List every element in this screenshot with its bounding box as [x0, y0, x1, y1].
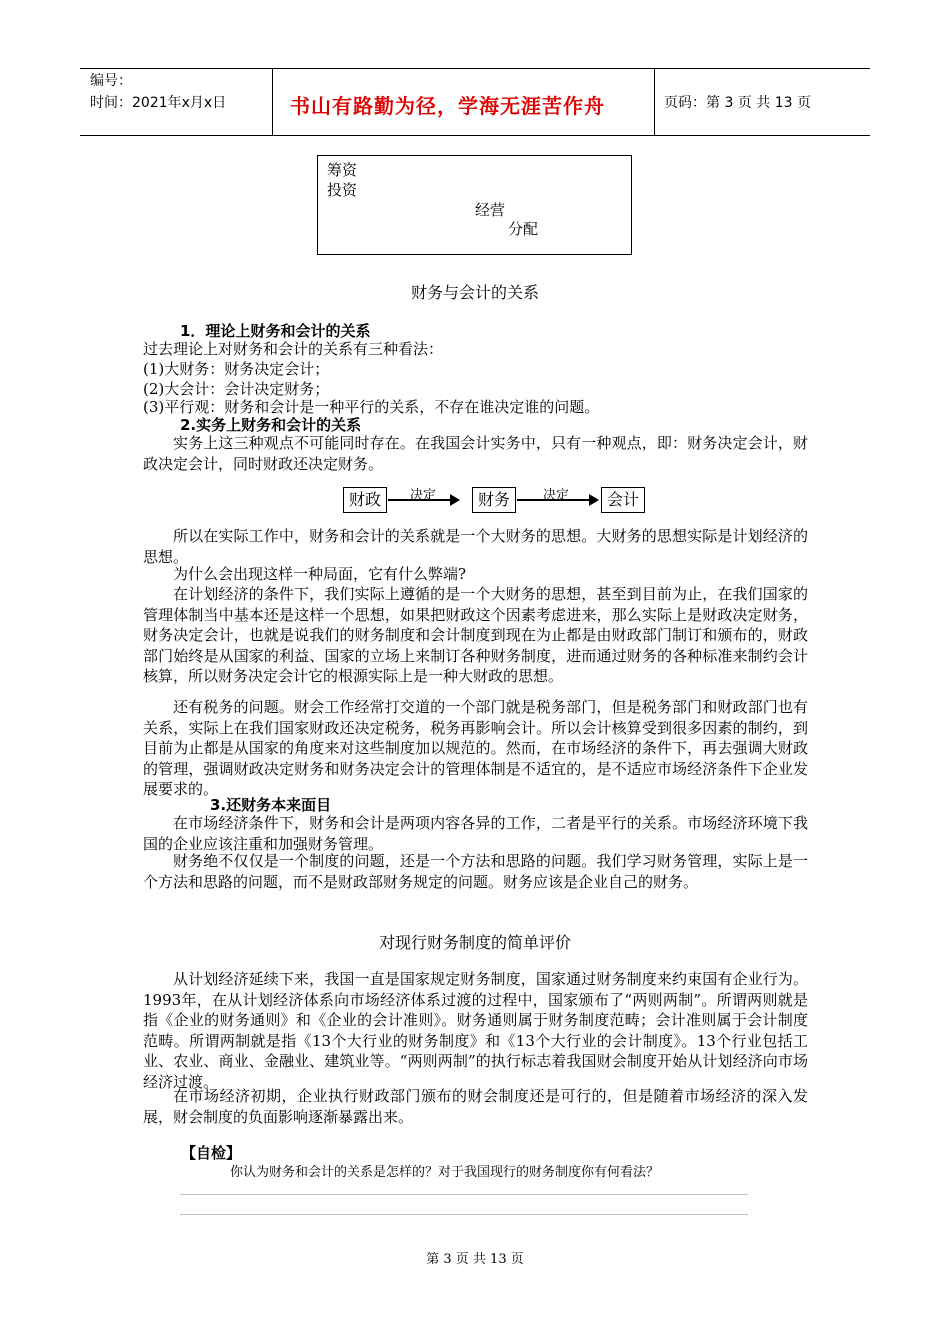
header-divider	[654, 68, 655, 135]
funding-activities-box	[317, 155, 632, 255]
page-footer: 第 3 页 共 13 页	[426, 1252, 524, 1267]
answer-line	[180, 1194, 748, 1195]
flow-box-accounting: 会计	[601, 487, 645, 513]
header-top-rule	[80, 68, 870, 69]
answer-line	[180, 1214, 748, 1215]
box-item: 投资	[327, 181, 358, 199]
header-divider	[272, 68, 273, 135]
box-item: 经营	[475, 201, 506, 219]
section-title: 财务与会计的关系	[410, 283, 539, 302]
paragraph: 为什么会出现这样一种局面，它有什么弊端?	[173, 565, 467, 583]
header-motto: 书山有路勤为径，学海无涯苦作舟	[290, 94, 605, 118]
paragraph: 过去理论上对财务和会计的关系有三种看法：	[143, 340, 444, 358]
subheading: 2.实务上财务和会计的关系	[180, 416, 362, 434]
box-item: 分配	[508, 220, 539, 238]
time-label: 时间：2021年x月x日	[90, 95, 227, 111]
arrowhead-icon	[450, 494, 460, 506]
arrowhead-icon	[589, 494, 599, 506]
paragraph: 实务上这三种观点不可能同时存在。在我国会计实务中，只有一种观点，即：财务决定会计，财政决定会计，同时财政还决定财务。	[143, 434, 808, 473]
paragraph: 在市场经济条件下，财务和会计是两项内容各异的工作，二者是平行的关系。市场经济环境下我国的企业应该注重和加强财务管理。	[143, 814, 808, 853]
section-title: 对现行财务制度的简单评价	[378, 933, 571, 952]
paragraph: (1)大财务：财务决定会计；	[143, 360, 330, 378]
flow-label: 决定	[410, 488, 437, 503]
paragraph: (2)大会计：会计决定财务；	[143, 380, 330, 398]
header-bottom-rule	[80, 135, 870, 136]
header-info	[90, 70, 226, 114]
box-item: 筹资	[327, 161, 358, 179]
paragraph: 还有税务的问题。财会工作经常打交道的一个部门就是税务部门，但是税务部门和财政部门也有关系，实际上在我们国家财政还决定税务，税务再影响会计。所以会计核算受到很多因素的制约，到目前为止都是从国家的角度来对这些制度加以规范的。然而，在市场经济的条件下，再去强调大财政的管理，强调财政决定财务和财务决定会计的管理体制是不适宜的，是不适应市场经济条件下企业发展要求的。	[143, 698, 808, 799]
flow-label: 决定	[543, 488, 570, 503]
self-check-label: 【自检】	[181, 1144, 242, 1162]
header-page-number: 页码：第 3 页 共 13 页	[664, 95, 811, 111]
paragraph: 在市场经济初期，企业执行财政部门颁布的财会制度还是可行的，但是随着市场经济的深入发展，财会制度的负面影响逐渐暴露出来。	[143, 1087, 808, 1126]
flow-box-finance: 财务	[472, 487, 516, 513]
paragraph: 所以在实际工作中，财务和会计的关系就是一个大财务的思想。大财务的思想实际是计划经济的思想。	[143, 527, 808, 566]
self-check-question: 你认为财务和会计的关系是怎样的？对于我国现行的财务制度你有何看法？	[230, 1165, 660, 1180]
paragraph: 在计划经济的条件下，我们实际上遵循的是一个大财务的思想，甚至到目前为止，在我们国家的管理体制当中基本还是这样一个思想，如果把财政这个因素考虑进来，那么实际上是财政决定财务，财务决定会计，也就是说我们的财务制度和会计制度到现在为止都是由财政部门制订和颁布的，财政部门始终是从国家的利益、国家的立场上来制订各种财务制度，进而通过财务的各种标准来制约会计核算，所以财务决定会计它的根源实际上是一种大财政的思想。	[143, 585, 808, 686]
subheading: 1．理论上财务和会计的关系	[180, 322, 371, 340]
paragraph: (3)平行观：财务和会计是一种平行的关系，不存在谁决定谁的问题。	[143, 398, 600, 416]
paragraph: 财务绝不仅仅是一个制度的问题，还是一个方法和思路的问题。我们学习财务管理，实际上是一个方法和思路的问题，而不是财政部财务规定的问题。财务应该是企业自己的财务。	[143, 852, 808, 891]
serial-label: 编号：	[90, 73, 132, 89]
paragraph: 从计划经济延续下来，我国一直是国家规定财务制度，国家通过财务制度来约束国有企业行为。1993年，在从计划经济体系向市场经济体系过渡的过程中，国家颁布了“两则两制”。所谓两则就是指《企业的财务通则》和《企业的会计准则》。财务通则属于财务制度范畴；会计准则属于会计制度范畴。所谓两制就是指《13个大行业的财务制度》和《13个大行业的会计制度》。13个行业包括工业、农业、商业、金融业、建筑业等。“两则两制”的执行标志着我国财会制度开始从计划经济向市场经济过渡。	[143, 970, 808, 1091]
flow-box-finance-gov: 财政	[343, 487, 387, 513]
subheading: 3.还财务本来面目	[210, 796, 332, 814]
